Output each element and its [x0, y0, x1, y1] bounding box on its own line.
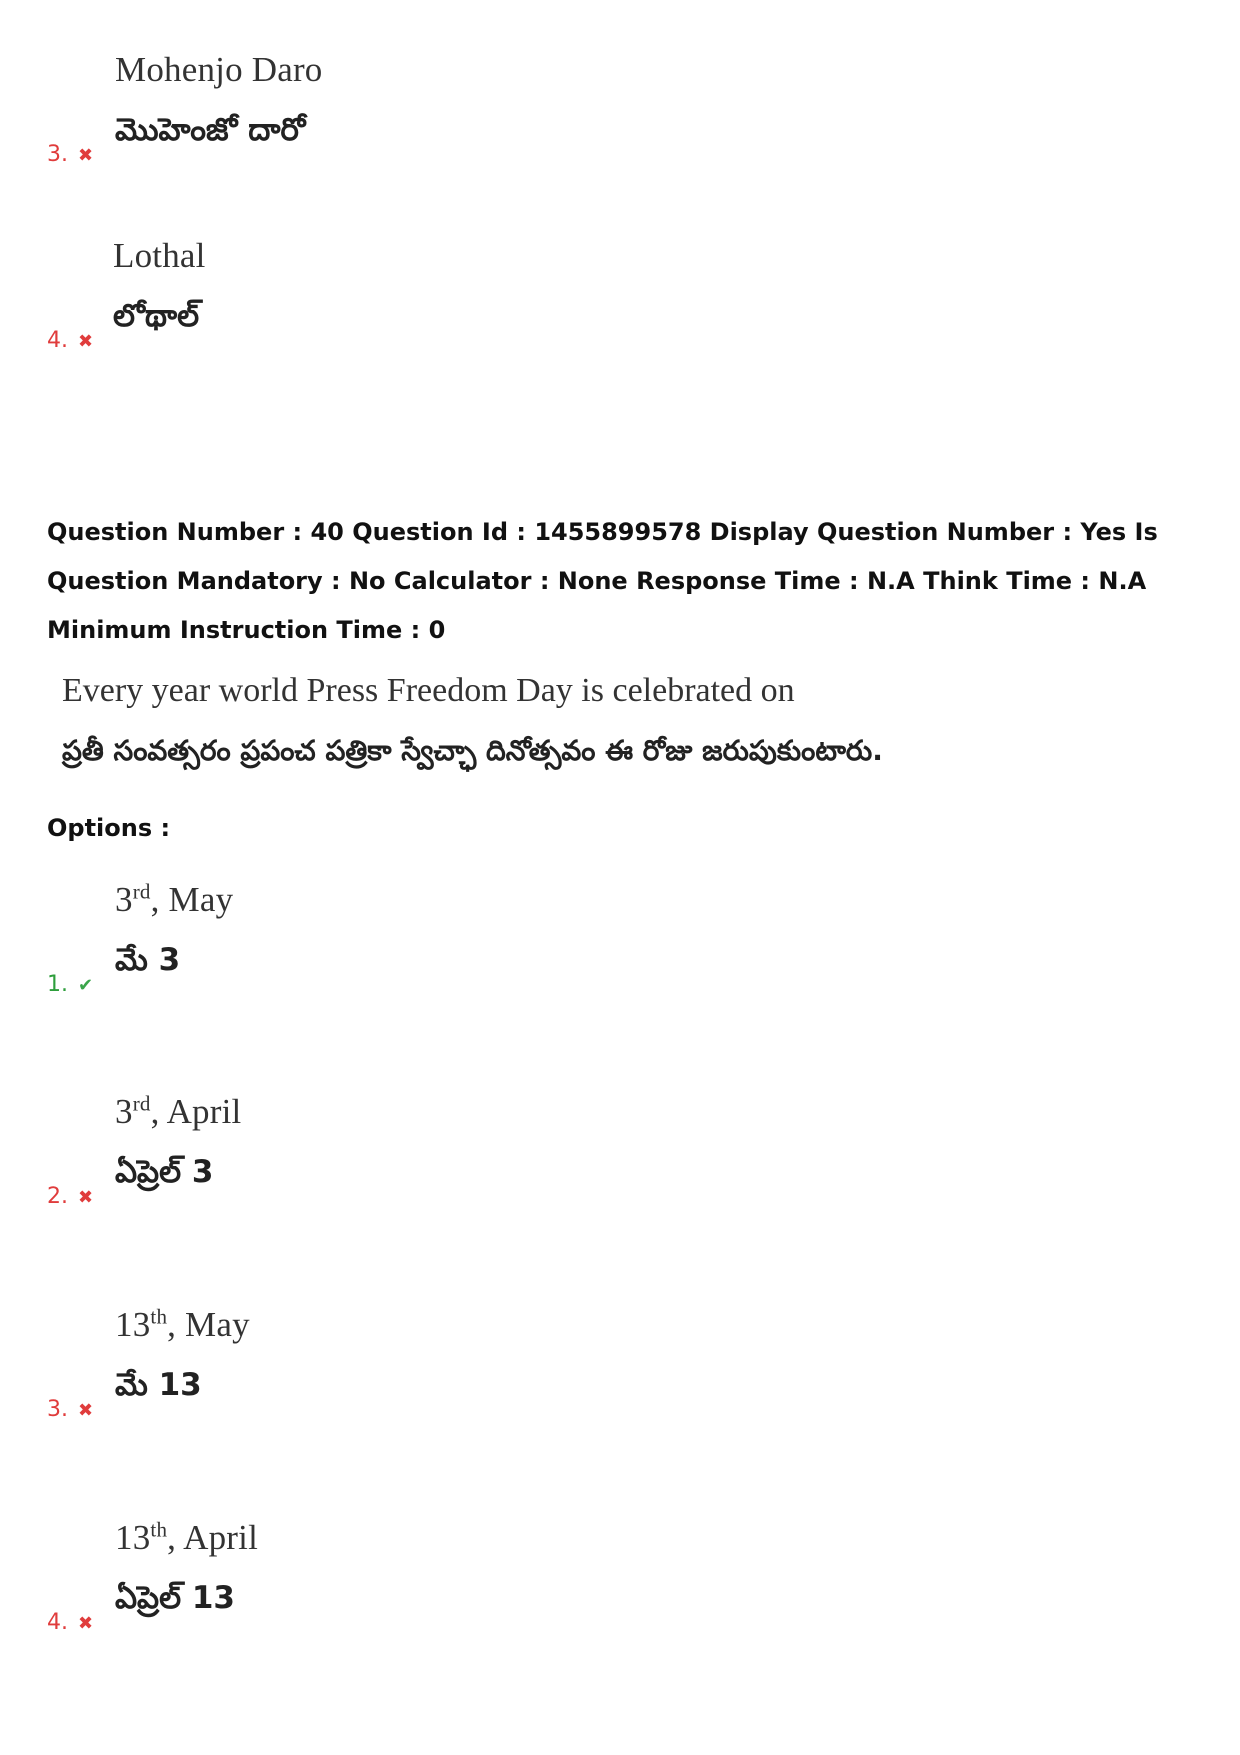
option-day-suffix: th	[150, 1517, 168, 1542]
option-text-te: లోథాల్	[113, 298, 200, 334]
option-number-label: 2.	[47, 1184, 68, 1209]
option-month: , May	[150, 880, 234, 919]
option-number	[47, 1397, 93, 1422]
option-month: , April	[150, 1092, 242, 1131]
option-text-en: Lothal	[113, 236, 206, 275]
option-number-label: 3.	[47, 142, 68, 167]
question-text-en: Every year world Press Freedom Day is celebrated on	[62, 672, 795, 709]
option-day: 3	[115, 1092, 133, 1131]
check-icon: ✔	[78, 975, 94, 996]
option-day: 13	[115, 1518, 151, 1557]
options-label: Options :	[47, 814, 171, 842]
option-text-te: మొహెంజో దారో	[115, 112, 306, 148]
option-text-te: ఏప్రెల్ 3	[115, 1154, 214, 1190]
cross-icon: ✖	[78, 1400, 94, 1421]
cross-icon: ✖	[78, 1187, 94, 1208]
option-number	[47, 972, 93, 997]
question-meta: Question Number : 40 Question Id : 1455899578 Display Question Number : Yes Is Question Mandatory : No Calculator : None Response Time : N.A Think Time : N.A Minimum Instruction Time : 0	[47, 518, 1158, 644]
option-number	[47, 1184, 93, 1209]
option-month: , May	[167, 1305, 250, 1344]
option-text-te: మే 3	[115, 942, 181, 978]
cross-icon: ✖	[78, 145, 94, 166]
option-day-suffix: rd	[132, 879, 151, 904]
option-day: 13	[115, 1305, 151, 1344]
option-text-en	[115, 1092, 241, 1132]
option-number-label: 3.	[47, 1397, 68, 1422]
cross-icon: ✖	[78, 331, 94, 352]
option-number-label: 1.	[47, 972, 68, 997]
option-number-label: 4.	[47, 1610, 68, 1635]
option-text-te: ఏప్రెల్ 13	[115, 1580, 235, 1616]
option-text-en	[115, 1305, 250, 1345]
cross-icon: ✖	[78, 1613, 94, 1634]
option-text-en	[115, 1518, 258, 1558]
option-text-en: Mohenjo Daro	[115, 50, 323, 89]
option-day-suffix: th	[150, 1304, 168, 1329]
option-number	[47, 142, 93, 167]
option-text-te: మే 13	[115, 1367, 202, 1403]
option-day: 3	[115, 880, 133, 919]
option-day-suffix: rd	[132, 1091, 151, 1116]
option-number	[47, 1610, 93, 1635]
option-number	[47, 328, 93, 353]
option-number-label: 4.	[47, 328, 68, 353]
option-text-en	[115, 880, 233, 920]
question-text-te: ప్రతీ సంవత్సరం ప్రపంచ పత్రికా స్వేచ్ఛా దినోత్సవం ఈ రోజు జరుపుకుంటారు.	[62, 734, 883, 767]
option-month: , April	[167, 1518, 259, 1557]
